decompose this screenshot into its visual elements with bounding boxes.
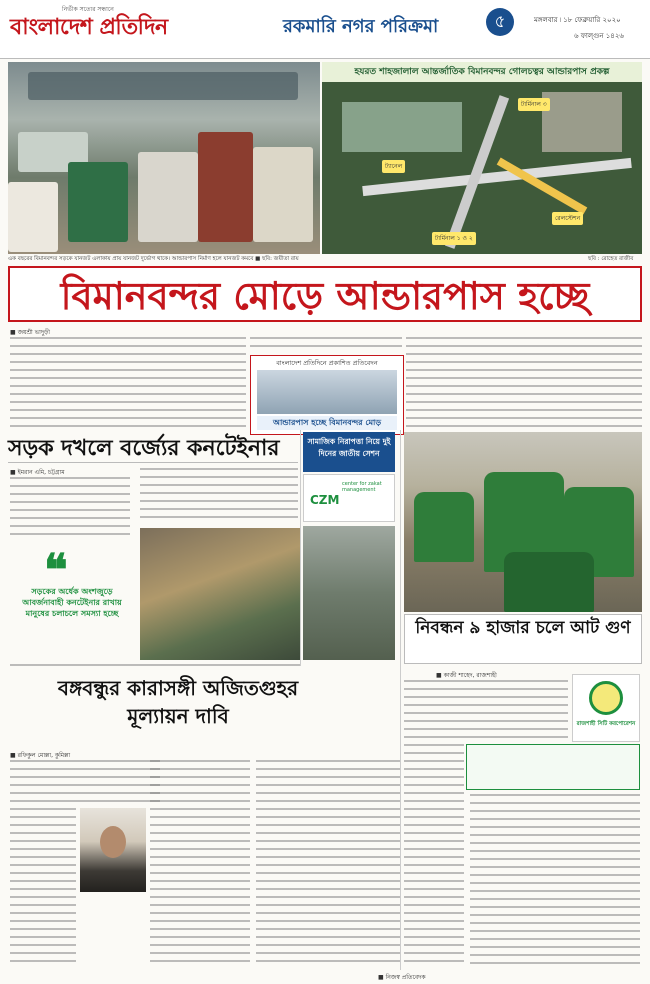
bottom-body-right <box>256 760 400 964</box>
cng-body-left <box>404 744 464 964</box>
container-headline: সড়ক দখলে বর্জ্যের কনটেইনার <box>8 436 280 461</box>
masthead <box>0 0 650 59</box>
cng-body-right <box>470 794 640 964</box>
inset-box <box>250 355 404 435</box>
seal-icon <box>589 681 623 715</box>
bottom-body-left <box>10 808 76 968</box>
container-body-left <box>10 477 130 541</box>
tagline: নির্ভীক সত্যের সন্ধানে <box>62 6 114 13</box>
bottom-byline: ■ রফিকুল মোল্লা, কুমিল্লা <box>10 752 71 759</box>
quote-mark-icon: ❝ <box>44 545 68 596</box>
main-story-body-left <box>10 337 246 427</box>
map-title: হযরত শাহজালাল আন্তর্জাতিক বিমানবন্দর গোলচত্বর আন্ডারপাস প্রকল্প <box>322 62 642 82</box>
bottom-body-middle <box>150 760 250 964</box>
column-rule <box>300 430 301 666</box>
cng-autorickshaw-photo <box>404 432 642 612</box>
main-story-body-center-top <box>250 337 402 353</box>
main-story-body-right <box>406 337 642 427</box>
page-number: ৫ <box>486 8 514 36</box>
underpass-map <box>322 62 642 254</box>
container-body-bottom <box>10 664 300 666</box>
cng-byline: ■ কাজী শাহেদ, রাজশাহী <box>436 672 497 679</box>
signoff: ■ নিজস্ব প্রতিবেদক <box>378 974 426 981</box>
cng-body-top <box>404 680 568 740</box>
inset-headline: আন্ডারপাস হচ্ছে বিমানবন্দর মোড় <box>257 416 397 430</box>
map-label: ট্যানেল <box>382 160 405 173</box>
inset-label: বাংলাদেশ প্রতিদিনে প্রকাশিত প্রতিবেদন <box>276 359 378 367</box>
container-byline: ■ ইমরান এমি, চট্টগ্রাম <box>10 469 65 476</box>
czm-subtitle: center for zakat management <box>342 481 382 493</box>
cng-headline: নিবন্ধন ৯ হাজার চলে আট গুণ <box>415 618 631 638</box>
bottom-headline: বঙ্গবন্ধুর কারাসঙ্গী অজিতগুহর মূল্যায়ন দাবি <box>57 676 299 728</box>
photo-credit: ছবি : রোহেত রাজীব <box>588 256 634 262</box>
main-byline: ■ জয়শ্রী ভাদুড়ী <box>10 329 50 336</box>
social-security-headline: সামাজিক নিরাপত্তা নিয়ে দুই দিনের জাতীয় সেশন <box>303 432 395 472</box>
face <box>100 826 126 858</box>
cng-headline-box <box>404 614 642 664</box>
photo-caption: এক বছরের বিমানবন্দর সড়কে যানজট এলাকায় প্রায় যানজট দুর্ভোগ থাকে। আন্ডারপাস নির্মাণ হলে যানজট কমবে ■ ছবি: জয়ীতা রায় <box>8 256 299 262</box>
section-title: রকমারি নগর পরিক্রমা <box>283 16 439 37</box>
rajshahi-city-corporation-logo <box>572 674 640 742</box>
map-label: টার্মিনাল ১ ও ২ <box>432 232 476 245</box>
map-label: রেলস্টেশন <box>552 212 583 225</box>
column-rule <box>400 430 401 970</box>
date-line-secondary: ৬ ফাল্গুন ১৪২৬ <box>574 32 624 40</box>
czm-logo <box>303 474 395 522</box>
notice-box <box>466 744 640 790</box>
newspaper-logo: বাংলাদেশ প্রতিদিন <box>10 15 168 40</box>
divider <box>8 462 298 463</box>
garbage-container-photo <box>140 528 300 660</box>
bottom-body-top-left <box>10 760 160 804</box>
traffic-photo <box>8 62 320 254</box>
main-headline: বিমানবন্দর মোড়ে আন্ডারপাস হচ্ছে <box>8 266 642 322</box>
container-body-right <box>140 468 298 524</box>
map-label: টার্মিনাল ৩ <box>518 98 550 111</box>
rickshaw-photo <box>303 526 395 660</box>
inset-thumbnail <box>257 370 397 414</box>
czm-name: CZM <box>310 493 340 507</box>
portrait-photo <box>80 808 146 892</box>
logo-caption: রাজশাহী সিটি করপোরেশন <box>576 721 636 727</box>
pull-quote: সড়কের অর্ধেক অংশজুড়ে আবর্জনাবাহী কনটেইনার রাখায় মানুষের চলাচলে সমস্যা হচ্ছে <box>22 587 122 618</box>
date-line: মঙ্গলবার ৷ ১৮ ফেব্রুয়ারি ২০২০ <box>534 16 621 24</box>
